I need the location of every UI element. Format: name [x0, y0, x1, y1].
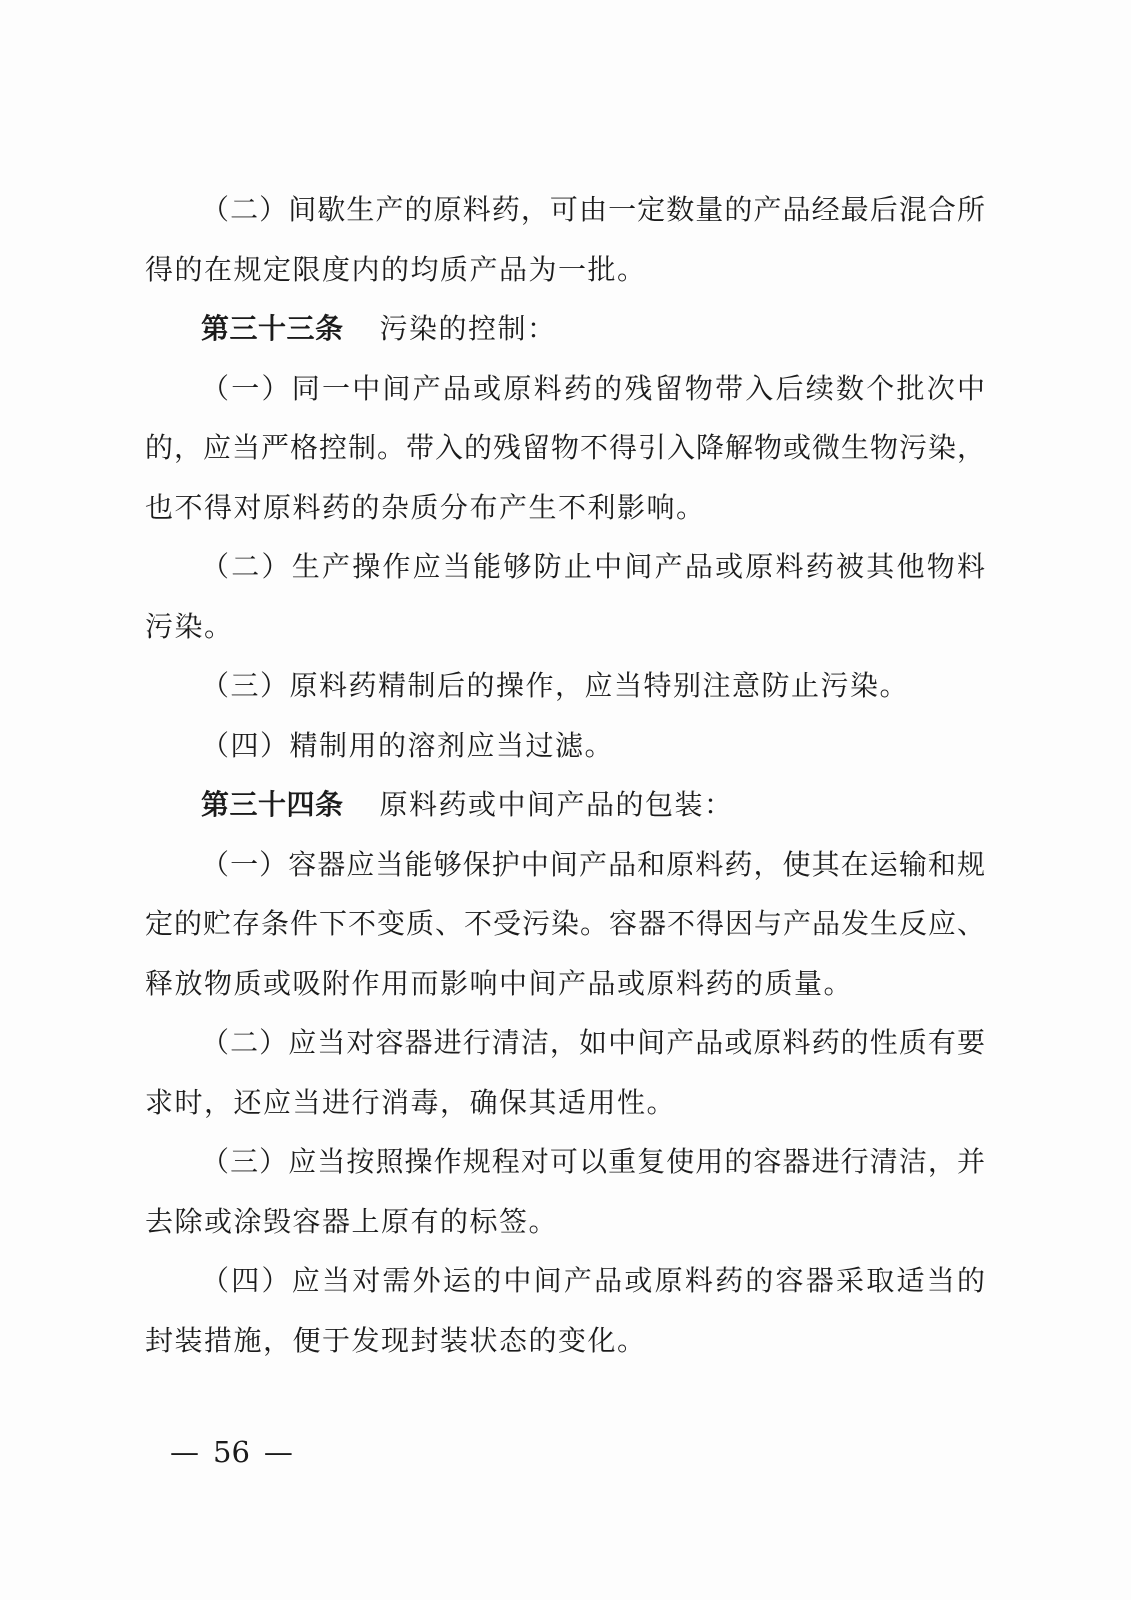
- paragraph: [145, 1251, 985, 1370]
- text-line: 封装措施，便于发现封装状态的变化。: [145, 1323, 647, 1357]
- text-line: （四）应当对需外运的中间产品或原料药的容器采取适当的: [201, 1264, 985, 1297]
- article-heading: [145, 775, 985, 835]
- paragraph: [145, 180, 985, 299]
- document-body: [145, 180, 985, 1370]
- article-heading: [145, 299, 985, 359]
- text-line: 的，应当严格控制。带入的残留物不得引入降解物或微生物污染，: [145, 431, 985, 464]
- footer-dash-left: —: [170, 1435, 199, 1469]
- text-line: （一）容器应当能够保护中间产品和原料药，使其在运输和规: [201, 847, 985, 881]
- heading-line: [145, 775, 985, 835]
- page-footer: [170, 1424, 293, 1480]
- heading-line: [145, 299, 985, 359]
- paragraph: [145, 835, 985, 1014]
- text-line: （四）精制用的溶剂应当过滤。: [201, 728, 615, 762]
- text-line: 释放物质或吸附作用而影响中间产品或原料药的质量。: [145, 966, 854, 1000]
- text-line: （二）间歇生产的原料药，可由一定数量的产品经最后混合所: [201, 193, 985, 226]
- paragraph: [145, 656, 985, 716]
- footer-dash-right: —: [263, 1435, 293, 1469]
- paragraph: [145, 1132, 985, 1251]
- text-line: 求时，还应当进行消毒，确保其适用性。: [145, 1085, 677, 1119]
- text-line: 去除或涂毁容器上原有的标签。: [145, 1204, 559, 1238]
- text-line: 定的贮存条件下不变质、不受污染。容器不得因与产品发生反应、: [145, 907, 985, 940]
- page-number: 56: [213, 1435, 250, 1469]
- paragraph: [145, 537, 985, 656]
- text-line: 污染。: [145, 609, 234, 643]
- text-line: （一）同一中间产品或原料药的残留物带入后续数个批次中: [201, 371, 985, 405]
- article-number: 第三十三条: [201, 312, 344, 345]
- text-line: （二）应当对容器进行清洁，如中间产品或原料药的性质有要: [201, 1026, 985, 1059]
- article-title: 原料药或中间产品的包装：: [379, 788, 734, 821]
- paragraph: [145, 716, 985, 776]
- text-line: （三）应当按照操作规程对可以重复使用的容器进行清洁，并: [201, 1145, 985, 1178]
- text-line: 也不得对原料药的杂质分布产生不利影响。: [145, 490, 706, 524]
- text-line: （三）原料药精制后的操作，应当特别注意防止污染。: [201, 669, 910, 702]
- article-title: 污染的控制：: [379, 312, 557, 345]
- article-number: 第三十四条: [201, 788, 344, 821]
- paragraph: [145, 1013, 985, 1132]
- paragraph: [145, 359, 985, 538]
- text-line: 得的在规定限度内的均质产品为一批。: [145, 252, 647, 286]
- text-line: （二）生产操作应当能够防止中间产品或原料药被其他物料: [201, 550, 985, 583]
